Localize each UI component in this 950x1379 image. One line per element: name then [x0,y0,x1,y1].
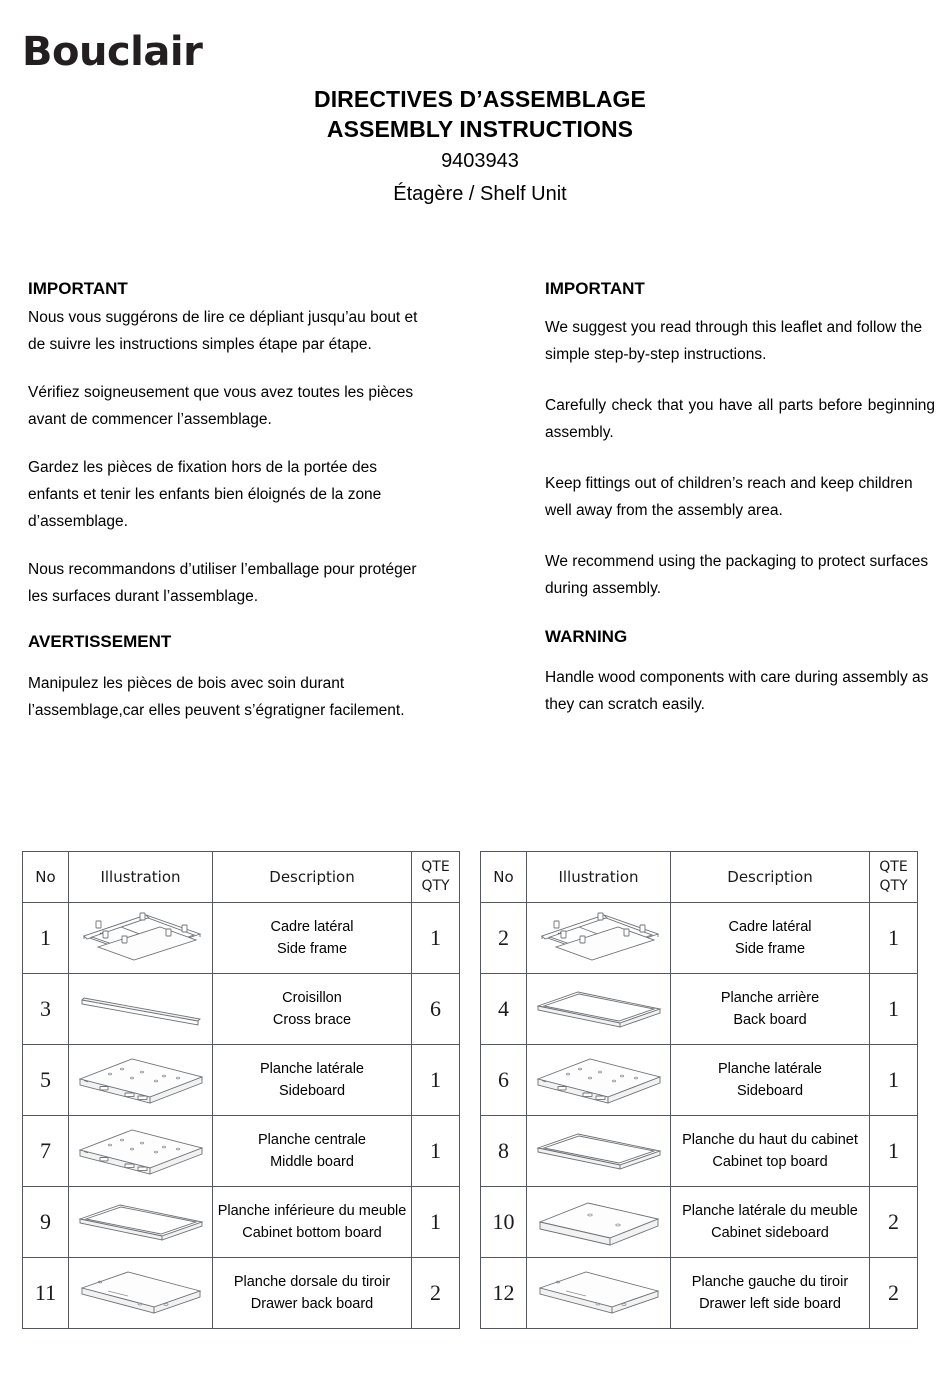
part-illustration-side-frame-icon [527,903,671,974]
french-paragraph-5: Manipulez les pièces de bois avec soin durant l’assemblage,car elles peuvent s’égratigner facilement. [28,675,405,719]
part-quantity: 2 [412,1258,460,1329]
english-important-heading: IMPORTANT [545,279,645,298]
brand-logo: Bouclair [22,29,203,75]
product-code: 9403943 [441,150,519,172]
part-description-fr: Croisillon [282,990,342,1006]
header-illustration: Illustration [527,852,671,903]
header-qty [870,852,918,903]
english-paragraph-5: Handle wood components with care during assembly as they can scratch easily. [545,669,929,713]
part-illustration-thick-panel-icon [69,1116,213,1187]
part-description-en: Drawer left side board [699,1296,841,1312]
part-number: 2 [481,903,527,974]
part-quantity: 1 [870,903,918,974]
part-description-en: Sideboard [736,1083,804,1099]
parts-table-left [22,851,460,1329]
part-description [671,1045,870,1116]
part-description-en: Cabinet sideboard [711,1225,829,1241]
part-description-en: Side frame [276,941,348,957]
table-row [481,1187,918,1258]
part-description [671,1116,870,1187]
part-description-fr: Planche latérale du meuble [682,1203,858,1219]
parts-table-right [480,851,918,1329]
part-quantity: 1 [412,1045,460,1116]
part-description [213,1045,412,1116]
header-no: No [23,852,69,903]
part-description-fr: Planche latérale [718,1061,822,1077]
part-description-fr: Planche dorsale du tiroir [233,1274,391,1290]
part-number: 10 [481,1187,527,1258]
part-description-en: Cabinet bottom board [242,1225,382,1241]
part-quantity: 1 [870,974,918,1045]
table-row [481,1116,918,1187]
table-row [481,1045,918,1116]
part-illustration-thin-long-panel-icon [527,1116,671,1187]
part-illustration-drawer-board-icon [69,1258,213,1329]
table-header-row [481,852,918,903]
part-quantity: 1 [870,1116,918,1187]
part-illustration-thick-panel-icon [69,1045,213,1116]
part-description [213,1116,412,1187]
part-illustration-flat-panel-icon [527,1187,671,1258]
table-row [481,974,918,1045]
part-description [671,903,870,974]
part-quantity: 1 [412,1187,460,1258]
part-number: 9 [23,1187,69,1258]
part-number: 12 [481,1258,527,1329]
part-description-fr: Planche centrale [257,1132,366,1148]
part-number: 6 [481,1045,527,1116]
header-qty-fr: QTE [879,859,908,875]
part-description-en: Back board [733,1012,807,1028]
part-quantity: 6 [412,974,460,1045]
part-illustration-cross-brace-icon [69,974,213,1045]
table-row [23,903,460,974]
part-description-fr: Planche du haut du cabinet [682,1132,858,1148]
french-paragraph-4: Nous recommandons d’utiliser l’emballage pour protéger les surfaces durant l’assemblage. [28,561,417,605]
french-paragraph-1: Nous vous suggérons de lire ce dépliant jusqu’au bout et de suivre les instructions simples étape par étape. [28,309,418,353]
part-illustration-thin-long-panel-icon [527,974,671,1045]
table-row [23,1116,460,1187]
title-french: DIRECTIVES D’ASSEMBLAGE [313,86,646,112]
part-description-en: Drawer back board [250,1296,374,1312]
part-number: 11 [23,1258,69,1329]
part-illustration-thick-panel-icon [527,1045,671,1116]
part-quantity: 1 [870,1045,918,1116]
header-no: No [481,852,527,903]
table-row [23,1045,460,1116]
part-description-fr: Planche arrière [720,990,820,1006]
english-paragraph-3: Keep fittings out of children’s reach and keep children well away from the assembly area. [545,475,913,519]
table-row [23,974,460,1045]
part-description [213,903,412,974]
part-description [213,1187,412,1258]
part-description-en: Sideboard [278,1083,346,1099]
part-description-en: Side frame [734,941,806,957]
table-row [481,903,918,974]
part-description-fr: Planche inférieure du meuble [217,1203,407,1219]
part-quantity: 2 [870,1187,918,1258]
part-quantity: 1 [412,1116,460,1187]
part-number: 1 [23,903,69,974]
english-paragraph-1: We suggest you read through this leaflet and follow the simple step-by-step instructions. [545,319,923,363]
part-number: 3 [23,974,69,1045]
french-paragraph-2: Vérifiez soigneusement que vous avez toutes les pièces avant de commencer l’assemblage. [28,384,414,428]
part-description-fr: Cadre latéral [728,919,812,935]
table-row [481,1258,918,1329]
french-important-heading: IMPORTANT [28,279,128,298]
part-description-fr: Cadre latéral [270,919,354,935]
parts-left-body [23,903,460,1329]
parts-right-body [481,903,918,1329]
french-instructions-column [28,278,418,724]
english-paragraph-4: We recommend using the packaging to protect surfaces during assembly. [545,553,929,597]
english-instructions-column [545,278,935,742]
part-illustration-thin-long-panel-icon [69,1187,213,1258]
part-description-en: Middle board [270,1154,354,1170]
table-row [23,1258,460,1329]
part-number: 7 [23,1116,69,1187]
part-description-fr: Planche latérale [260,1061,364,1077]
english-warning-heading: WARNING [545,627,628,646]
french-paragraph-3: Gardez les pièces de fixation hors de la portée des enfants et tenir les enfants bien éloignés de la zone d’assemblage. [28,459,382,530]
header-qty-fr: QTE [421,859,450,875]
part-number: 5 [23,1045,69,1116]
french-warning-heading: AVERTISSEMENT [28,632,172,651]
english-paragraph-2: Carefully check that you have all parts before beginning assembly. [545,397,935,441]
part-number: 8 [481,1116,527,1187]
part-description [671,1258,870,1329]
part-description [213,974,412,1045]
header-description: Description [671,852,870,903]
part-description-en: Cross brace [272,1012,352,1028]
part-description-en: Cabinet top board [712,1154,828,1170]
document-title-block [230,84,730,209]
part-illustration-drawer-board-icon [527,1258,671,1329]
part-quantity: 2 [870,1258,918,1329]
header-qty-en: QTY [879,878,908,894]
header-qty-en: QTY [421,878,450,894]
header-qty [412,852,460,903]
part-quantity: 1 [412,903,460,974]
product-name: Étagère / Shelf Unit [393,183,567,205]
part-illustration-side-frame-icon [69,903,213,974]
part-description [671,974,870,1045]
part-description-fr: Planche gauche du tiroir [691,1274,849,1290]
title-english: ASSEMBLY INSTRUCTIONS [326,116,634,142]
part-description [213,1258,412,1329]
table-row [23,1187,460,1258]
header-description: Description [213,852,412,903]
part-description [671,1187,870,1258]
part-number: 4 [481,974,527,1045]
table-header-row [23,852,460,903]
header-illustration: Illustration [69,852,213,903]
